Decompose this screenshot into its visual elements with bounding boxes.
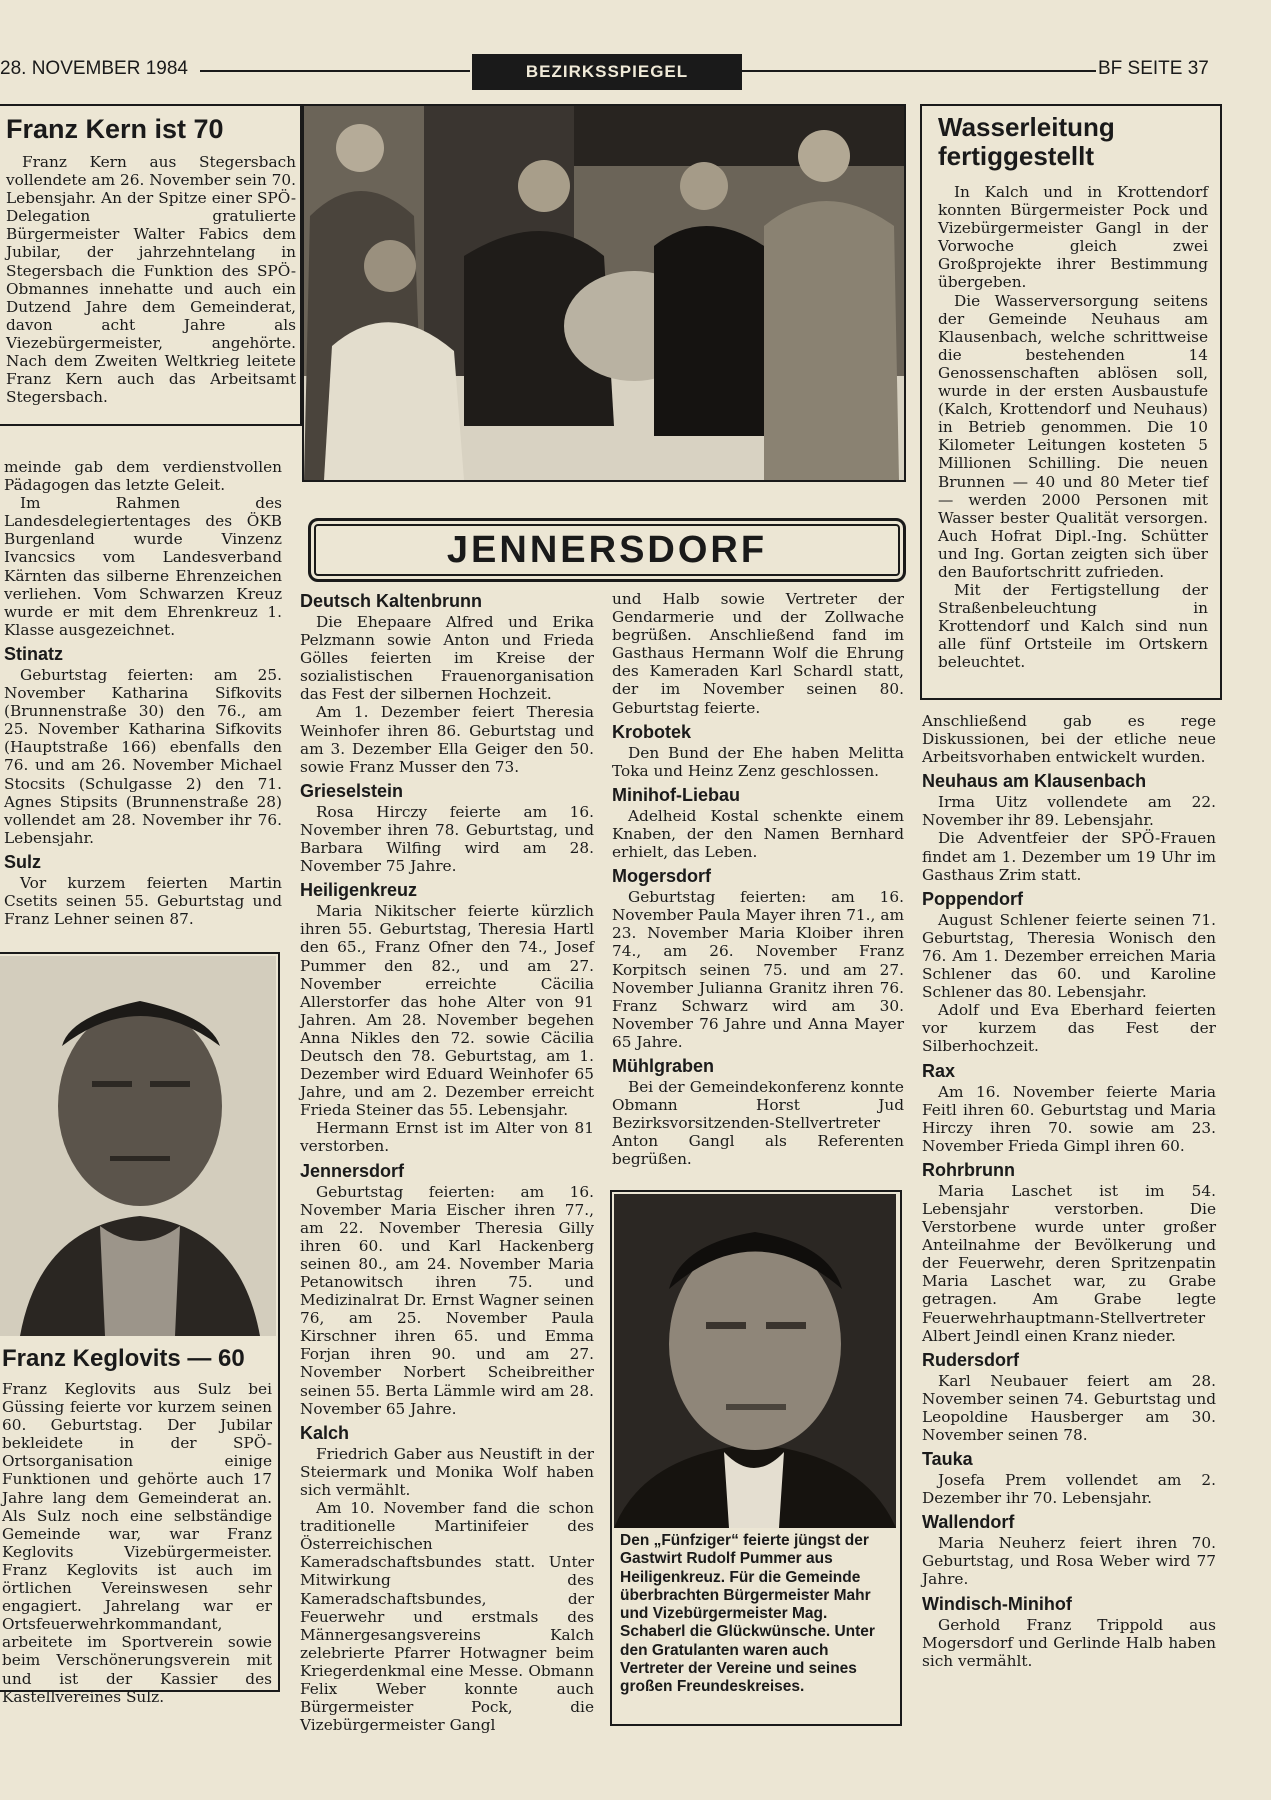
header-rule-left [200,70,470,72]
text-rohrbrunn: Maria Laschet ist im 54. Lebensjahr verstorben. Die Verstorbene wurde unter großer Anteilnahme der Bevölkerung und der Feuerwehr, deren Spritzenpatin Maria Laschet war, zu Grabe getragen. Am Grabe legte Feuerwehrhauptmann-Stellvertreter Albert Jeindl einen Kranz nieder. [922,1181,1216,1345]
text-poppendorf-2: Adolf und Eva Eberhard feierten vor kurzem das Fest der Silberhochzeit. [922,1001,1216,1056]
group-photo-image [304,106,904,480]
heading-krobotek: Krobotek [612,721,692,742]
left-column-upper [4,458,282,928]
text-kalch-1: Friedrich Gaber aus Neustift in der Steiermark und Monika Wolf haben sich vermählt. [300,1444,594,1499]
keglovits-article [2,1380,272,1706]
text-kalch-continued: und Halb sowie Vertreter der Gendarmerie und der Zollwache begrüßen. Anschließend fand im Gasthaus Hermann Wolf die Ehrung des Kameraden Karl Schardl statt, der im November seinen 80. Geburtstag feierte. [612,590,904,717]
left-ehrenzeichen: Im Rahmen des Landesdelegiertentages des ÖKB Burgenland wurde Vinzenz Ivancsics vom Landesverband Kärnten das silberne Ehrenzeichen verliehen. Vom Schwarzen Kreuz wurde er mit dem Ehrenkreuz 1. Klasse ausgezeichnet. [4,494,282,639]
text-wasser-continued: Anschließend gab es rege Diskussionen, bei der etliche neue Arbeitsvorhaben entwickelt wurden. [922,712,1216,767]
text-mogersdorf: Geburtstag feierten: am 16. November Paula Mayer ihren 71., am 23. November Maria Kloiber ihren 74., am 26. November Franz Korpitsch seinen 75. und am 27. November Julianna Granitz ihren 76. Franz Schwarz wird am 30. November 76 Jahre und Anna Mayer 65 Jahre. [612,888,904,1051]
wasser-p1: In Kalch und in Krottendorf konnten Bürgermeister Pock und Vizebürgermeister Gangl in der Vorwoche gleich zwei Großprojekte ihrer Bestimmung übergeben. [938,183,1208,292]
jennersdorf-banner: JENNERSDORF [308,518,906,582]
text-grieselstein: Rosa Hirczy feierte am 16. November ihren 78. Geburtstag, und Barbara Wilfing wird am 28. November 75 Jahre. [300,802,594,876]
text-neuhaus-2: Die Adventfeier der SPÖ-Frauen findet am 1. Dezember um 19 Uhr im Gasthaus Zrim statt. [922,829,1216,884]
pummer-photo [614,1194,896,1528]
text-rax: Am 16. November feierte Maria Feitl ihren 60. Geburtstag und Maria Hirczy ihren 70. sowie am 23. November Frieda Gimpl ihren 60. [922,1082,1216,1155]
left-continuation: meinde gab dem verdienstvollen Pädagogen das letzte Geleit. [4,458,282,495]
heading-tauka: Tauka [922,1449,973,1470]
text-krobotek: Den Bund der Ehe haben Melitta Toka und Heinz Zenz geschlossen. [612,743,904,780]
text-stinatz: Geburtstag feierten: am 25. November Katharina Sifkovits (Brunnenstraße 30) den 76., am 25. November Katharina Sifkovits (Hauptstraße 166) ebenfalls den 76. und am 26. November Michael Stocsits (Schulgasse 2) den 71. Agnes Stipsits (Brunnenstraße 28) vollendet am 28. November ihr 76. Lebensjahr. [4,665,282,847]
text-poppendorf-1: August Schlener feierte seinen 71. Geburtstag, Theresia Wonisch den 76. Am 1. Dezember erreichen Maria Schlener das 60. und Karoline Schlener das 80. Lebensjahr. [922,910,1216,1002]
kern-text: Franz Kern aus Stegersbach vollendete am 26. November sein 70. Lebensjahr. An der Spitze einer SPÖ-Delegation gratulierte Bürgermeister Walter Fabics dem Jubilar, der jahrzehntelang in Stegersbach die Funktion des SPÖ-Obmannes innehatte und auch ein Dutzend Jahre dem Gemeinderat, davon acht Jahre als Viezebürgermeister, angehörte. Nach dem Zweiten Weltkrieg leitete Franz Kern auch das Arbeitsamt Stegersbach. [6,153,296,407]
wasser-headline: Wasserleitung fertiggestellt [938,112,1115,171]
heading-sulz: Sulz [4,851,42,872]
text-jennersdorf: Geburtstag feierten: am 16. November Maria Eischer ihren 77., am 22. November Theresia Gilly ihren 60. und Karl Hackenberg seinen 80., am 24. November Maria Petanowitsch ihren 75. und Medizinalrat Dr. Ernst Wagner seinen 76, am 25. November Paula Kirschner ihren 65. und Emma Forjan ihren 90. und am 27. November Norbert Scheibreither seinen 55. Berta Lämmle wird am 28. November 65 Jahre. [300,1182,594,1418]
heading-kalch: Kalch [300,1422,350,1443]
column-2 [300,590,594,1734]
header-rule-right [740,70,1096,72]
header-page-number: BF SEITE 37 [1098,58,1209,79]
heading-grieselstein: Grieselstein [300,780,404,801]
text-wallendorf: Maria Neuherz feiert ihren 70. Geburtstag, und Rosa Weber wird 77 Jahre. [922,1534,1216,1589]
text-neuhaus-1: Irma Uitz vollendete am 22. November ihr 89. Lebensjahr. [922,793,1216,830]
keglovits-photo [0,956,276,1336]
text-rudersdorf: Karl Neubauer feiert am 28. November seinen 74. Geburtstag und Leopoldine Hausberger am 30. November seinen 78. [922,1371,1216,1444]
kern-headline: Franz Kern ist 70 [6,114,224,144]
text-sulz: Vor kurzem feierten Martin Csetits seinen 55. Geburtstag und Franz Lehner seinen 87. [4,873,282,929]
wasser-p2: Die Wasserversorgung seitens der Gemeinde Neuhaus am Klausenbach, welche schrittweise die bestehenden 14 Genossenschaften ablösen soll, wurde in der ersten Ausbaustufe (Kalch, Krottendorf und Neuhaus) in Betrieb genommen. Die 10 Kilometer Leitungen kosteten 5 Millionen Schilling. Die neuen Brunnen — 40 und 80 Meter tief — werden 2000 Personen mit Wasser bester Qualität versorgen. Auch Hofrat Dipl.-Ing. Schütter und Ing. Gortan zeigten sich über den Baufortschritt zufrieden. [938,291,1208,581]
pummer-photo-image [614,1194,896,1528]
text-windisch-minihof: Gerhold Franz Trippold aus Mogersdorf und Gerlinde Halb haben sich vermählt. [922,1615,1216,1670]
heading-mogersdorf: Mogersdorf [612,866,711,887]
text-heiligenkreuz-2: Hermann Ernst ist im Alter von 81 verstorben. [300,1119,594,1156]
heading-rax: Rax [922,1060,956,1081]
text-kalch-2: Am 10. November fand die schon traditionelle Martinifeier des Österreichischen Kameradschaftsbundes statt. Unter Mitwirkung des Kameradschaftsbundes, der Feuerwehr und erstmals des Männergesangsvereins Kalch zelebrierte Pfarrer Hotwagner beim Kriegerdenkmal eine Messe. Obmann Felix Weber konnte auch Bürgermeister Pock, die Vizebürgermeister Gangl [300,1499,594,1735]
heading-deutsch-kaltenbrunn: Deutsch Kaltenbrunn [300,591,483,611]
heading-windisch-minihof: Windisch-Minihof [922,1593,1072,1614]
text-muehlgraben: Bei der Gemeindekonferenz konnte Obmann Horst Jud Bezirksvorsitzenden-Stellvertreter Anton Gangl als Referenten begrüßen. [612,1077,904,1169]
heading-rudersdorf: Rudersdorf [922,1349,1020,1370]
keglovits-headline: Franz Keglovits — 60 [2,1345,245,1372]
section-kicker: BEZIRKSSPIEGEL [472,54,742,90]
column-3 [612,590,904,1168]
header-date: 28. NOVEMBER 1984 [0,58,188,79]
kern-article [6,153,296,406]
text-deutsch-kaltenbrunn-1: Die Ehepaare Alfred und Erika Pelzmann sowie Anton und Frieda Gölles feierten im Kreise der sozialistischen Frauenorganisation das Fest der silbernen Hochzeit. [300,613,594,704]
heading-jennersdorf: Jennersdorf [300,1160,405,1181]
group-photo [302,104,906,482]
keglovits-photo-image [0,956,276,1336]
heading-poppendorf: Poppendorf [922,888,1023,909]
heading-rohrbrunn: Rohrbrunn [922,1159,1015,1180]
heading-stinatz: Stinatz [4,643,64,664]
wasser-p3: Mit der Fertigstellung der Straßenbeleuchtung in Krottendorf und Kalch sind nun alle fünf Ortsteile im Ortskern beleuchtet. [938,581,1208,672]
heading-minihof-liebau: Minihof-Liebau [612,784,740,805]
text-heiligenkreuz-1: Maria Nikitscher feierte kürzlich ihren 55. Geburtstag, Theresia Hartl den 65., Franz Ofner den 74., Josef Pummer den 82., und am 27. November erreichte Cäcilia Allerstorfer das hohe Alter von 91 Jahren. Am 28. November begehen Anna Nikles den 72. sowie Cäcilia Deutsch den 78. Geburtstag, am 1. Dezember wird Eduard Weinhofer 65 Jahre, und am 2. Dezember erreicht Frieda Steiner das 55. Lebensjahr. [300,902,594,1120]
wasser-article [938,183,1208,672]
keglovits-text: Franz Keglovits aus Sulz bei Güssing feierte vor kurzem seinen 60. Geburtstag. Der Jubilar bekleidete in der SPÖ-Ortsorganisation einige Funktionen und gehörte auch 17 Jahre lang dem Gemeinderat an. Als Sulz noch eine selbständige Gemeinde war, war Franz Keglovits Vizebürgermeister. Franz Keglovits ist auch im örtlichen Vereinswesen sehr engagiert. Jahrelang war er Ortsfeuerwehrkommandant, arbeitete im Sportverein sowie beim Verschönerungsverein mit und ist der Kassier des Kastellvereines Sulz. [2,1380,272,1706]
heading-neuhaus: Neuhaus am Klausenbach [922,771,1147,792]
text-deutsch-kaltenbrunn-2: Am 1. Dezember feiert Theresia Weinhofer ihren 86. Geburtstag und am 3. Dezember Ella Geiger den 50. sowie Franz Musser den 73. [300,703,594,776]
text-minihof-liebau: Adelheid Kostal schenkte einem Knaben, der den Namen Bernhard erhielt, das Leben. [612,806,904,862]
text-tauka: Josefa Prem vollendet am 2. Dezember ihr 70. Lebensjahr. [922,1471,1216,1508]
heading-muehlgraben: Mühlgraben [612,1055,714,1076]
heading-heiligenkreuz: Heiligenkreuz [300,880,418,901]
pummer-caption: Den „Fünfziger“ feierte jüngst der Gastwirt Rudolf Pummer aus Heiligenkreuz. Für die Gemeinde überbrachten Bürgermeister Mahr und Vizebürgermeister Mag. Schaberl die Glückwünsche. Unter den Gratulanten waren auch Vertreter der Vereine und seines großen Freundeskreises. [620,1532,875,1696]
column-4 [922,712,1216,1670]
heading-wallendorf: Wallendorf [922,1512,1015,1533]
